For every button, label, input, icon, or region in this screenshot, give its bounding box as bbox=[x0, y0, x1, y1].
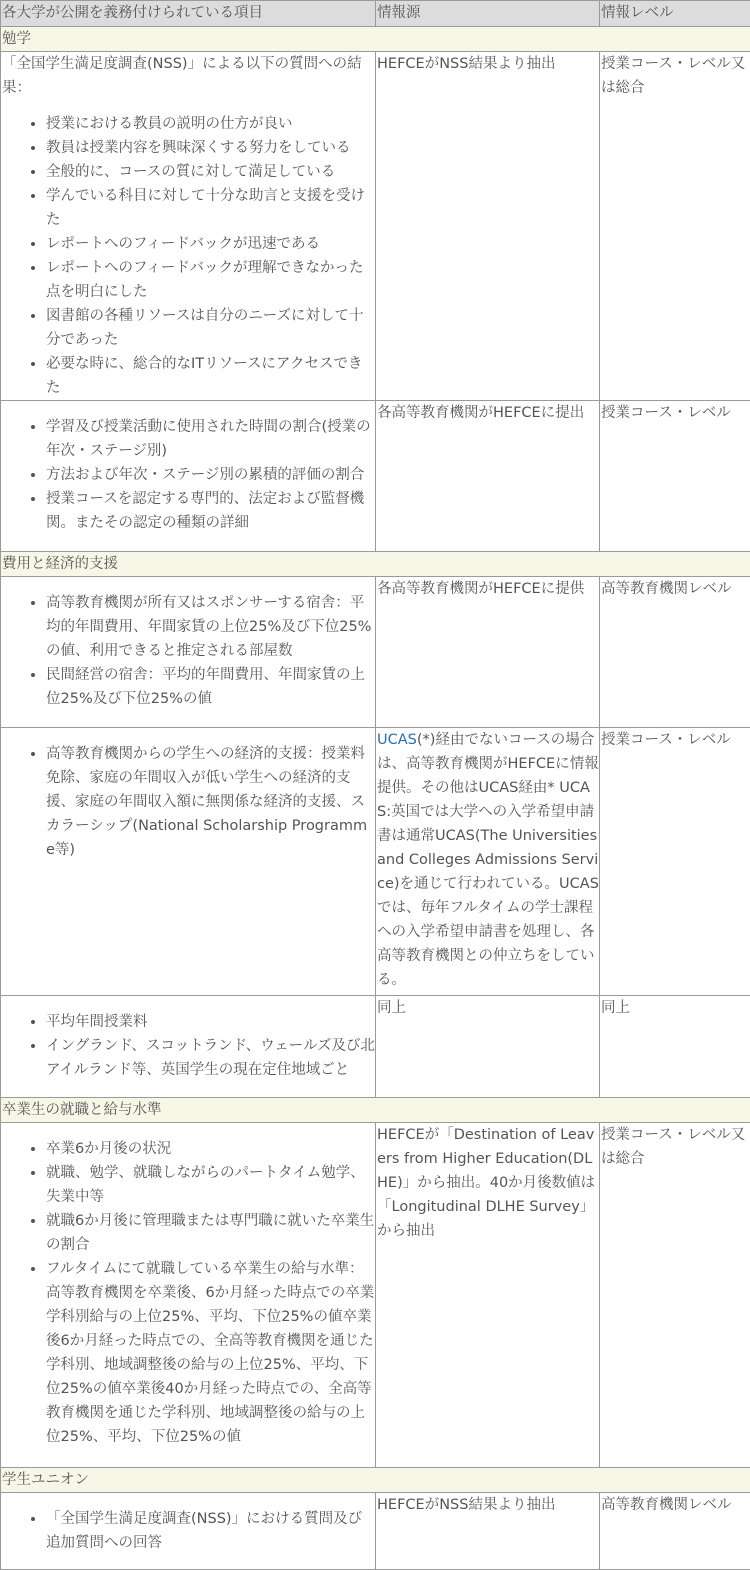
list-item: • 学習及び授業活動に使用された時間の割合(授業の年次・ステージ別) bbox=[46, 415, 375, 463]
list-item: • 必要な時に、総合的なITリソースにアクセスできた bbox=[46, 352, 375, 400]
items-list bbox=[2, 415, 375, 535]
level-cell: 授業コース・レベル又は総合 bbox=[600, 1123, 750, 1468]
section-title: 勉学 bbox=[1, 27, 750, 52]
list-item: • 民間経営の宿舎：平均的年間費用、年間家賃の上位25%及び下位25%の値 bbox=[46, 663, 375, 711]
level-cell: 授業コース・レベル bbox=[600, 728, 750, 996]
items-cell bbox=[1, 1123, 376, 1468]
source-cell: 各高等教育機関がHEFCEに提出 bbox=[376, 401, 600, 552]
list-item: • 卒業6か月後の状況 bbox=[46, 1137, 375, 1161]
list-item: • 就職6か月後に管理職または専門職に就いた卒業生の割合 bbox=[46, 1209, 375, 1257]
source-cell: 各高等教育機関がHEFCEに提供 bbox=[376, 577, 600, 728]
level-cell: 授業コース・レベル bbox=[600, 401, 750, 552]
list-item: • 全般的に、コースの質に対して満足している bbox=[46, 160, 375, 184]
section-row-employment bbox=[1, 1098, 750, 1123]
source-cell: HEFCEが「Destination of Leavers from Higher Education(DLHE)」から抽出。40か月後数値は「Longitudinal DLHE Survey」から抽出 bbox=[376, 1123, 600, 1468]
source-cell: 同上 bbox=[376, 996, 600, 1098]
table-header-row bbox=[1, 1, 750, 27]
section-title: 学生ユニオン bbox=[1, 1468, 750, 1493]
source-cell: HEFCEがNSS結果より抽出 bbox=[376, 52, 600, 401]
section-row-cost bbox=[1, 552, 750, 577]
source-cell bbox=[376, 728, 600, 996]
list-item: • 教員は授業内容を興味深くする努力をしている bbox=[46, 136, 375, 160]
list-item: • イングランド、スコットランド、ウェールズ及び北アイルランド等、英国学生の現在定住地域ごと bbox=[46, 1034, 375, 1082]
source-cell: HEFCEがNSS結果より抽出 bbox=[376, 1493, 600, 1570]
header-items: 各大学が公開を義務付けられている項目 bbox=[1, 1, 376, 27]
list-item: • 授業コースを認定する専門的、法定および監督機関。またその認定の種類の詳細 bbox=[46, 487, 375, 535]
items-cell bbox=[1, 577, 376, 728]
list-item: • レポートへのフィードバックが理解できなかった点を明白にした bbox=[46, 256, 375, 304]
items-list bbox=[2, 112, 375, 400]
table-row bbox=[1, 577, 750, 728]
header-source: 情報源 bbox=[376, 1, 600, 27]
level-cell: 高等教育機関レベル bbox=[600, 1493, 750, 1570]
table-row bbox=[1, 996, 750, 1098]
items-cell bbox=[1, 996, 376, 1098]
source-text: (*)経由でないコースの場合は、高等教育機関がHEFCEに情報提供。その他はUCAS経由* UCAS:英国では大学への入学希望申請書は通常UCAS(The Universities and Colleges Admissions Service)を通じて行われている。UCASでは、毎年フルタイムの学士課程への入学希望申請書を処理し、各高等教育機関との仲立ちをしている。 bbox=[377, 732, 599, 988]
level-cell: 同上 bbox=[600, 996, 750, 1098]
list-item: • フルタイムにて就職している卒業生の給与水準：高等教育機関を卒業後、6か月経った時点での卒業学科別給与の上位25%、平均、下位25%の値卒業後6か月経った時点での、全高等教育機関を通じた学科別、地域調整後の給与の上位25%、平均、下位25%の値卒業後40か月経った時点での、全高等教育機関を通じた学科別、地域調整後の給与の上位25%、平均、下位25%の値 bbox=[46, 1257, 375, 1449]
list-item: • 授業における教員の説明の仕方が良い bbox=[46, 112, 375, 136]
items-cell bbox=[1, 1493, 376, 1570]
section-title: 費用と経済的支援 bbox=[1, 552, 750, 577]
list-item: • 図書館の各種リソースは自分のニーズに対して十分であった bbox=[46, 304, 375, 352]
list-item: • 就職、勉学、就職しながらのパートタイム勉学、失業中等 bbox=[46, 1161, 375, 1209]
ucas-link[interactable]: UCAS bbox=[377, 732, 417, 748]
list-item: • レポートへのフィードバックが迅速である bbox=[46, 232, 375, 256]
level-cell: 高等教育機関レベル bbox=[600, 577, 750, 728]
table-row bbox=[1, 401, 750, 552]
level-cell: 授業コース・レベル又は総合 bbox=[600, 52, 750, 401]
list-item: • 平均年間授業料 bbox=[46, 1010, 375, 1034]
items-intro: 「全国学生満足度調査(NSS)」による以下の質問への結果： bbox=[2, 52, 375, 100]
items-list bbox=[2, 591, 375, 711]
list-item: • 高等教育機関からの学生への経済的支援：授業料免除、家庭の年間収入が低い学生への経済的支援、家庭の年間収入額に無関係な経済的支援、スカラーシップ(National Scholarship Programme等) bbox=[46, 742, 375, 862]
items-cell bbox=[1, 52, 376, 401]
section-row-union bbox=[1, 1468, 750, 1493]
list-item: • 方法および年次・ステージ別の累積的評価の割合 bbox=[46, 463, 375, 487]
items-cell bbox=[1, 728, 376, 996]
header-level: 情報レベル bbox=[600, 1, 750, 27]
table-row bbox=[1, 1123, 750, 1468]
list-item: • 高等教育機関が所有又はスポンサーする宿舎：平均的年間費用、年間家賃の上位25%及び下位25%の値、利用できると推定される部屋数 bbox=[46, 591, 375, 663]
section-row-study bbox=[1, 27, 750, 52]
items-list bbox=[2, 742, 375, 862]
items-list bbox=[2, 1507, 375, 1555]
table-row bbox=[1, 1493, 750, 1570]
items-list bbox=[2, 1010, 375, 1082]
items-list bbox=[2, 1137, 375, 1449]
table-row bbox=[1, 728, 750, 996]
items-cell bbox=[1, 401, 376, 552]
section-title: 卒業生の就職と給与水準 bbox=[1, 1098, 750, 1123]
list-item: • 学んでいる科目に対して十分な助言と支援を受けた bbox=[46, 184, 375, 232]
list-item: • 「全国学生満足度調査(NSS)」における質問及び追加質問への回答 bbox=[46, 1507, 375, 1555]
table-row bbox=[1, 52, 750, 401]
